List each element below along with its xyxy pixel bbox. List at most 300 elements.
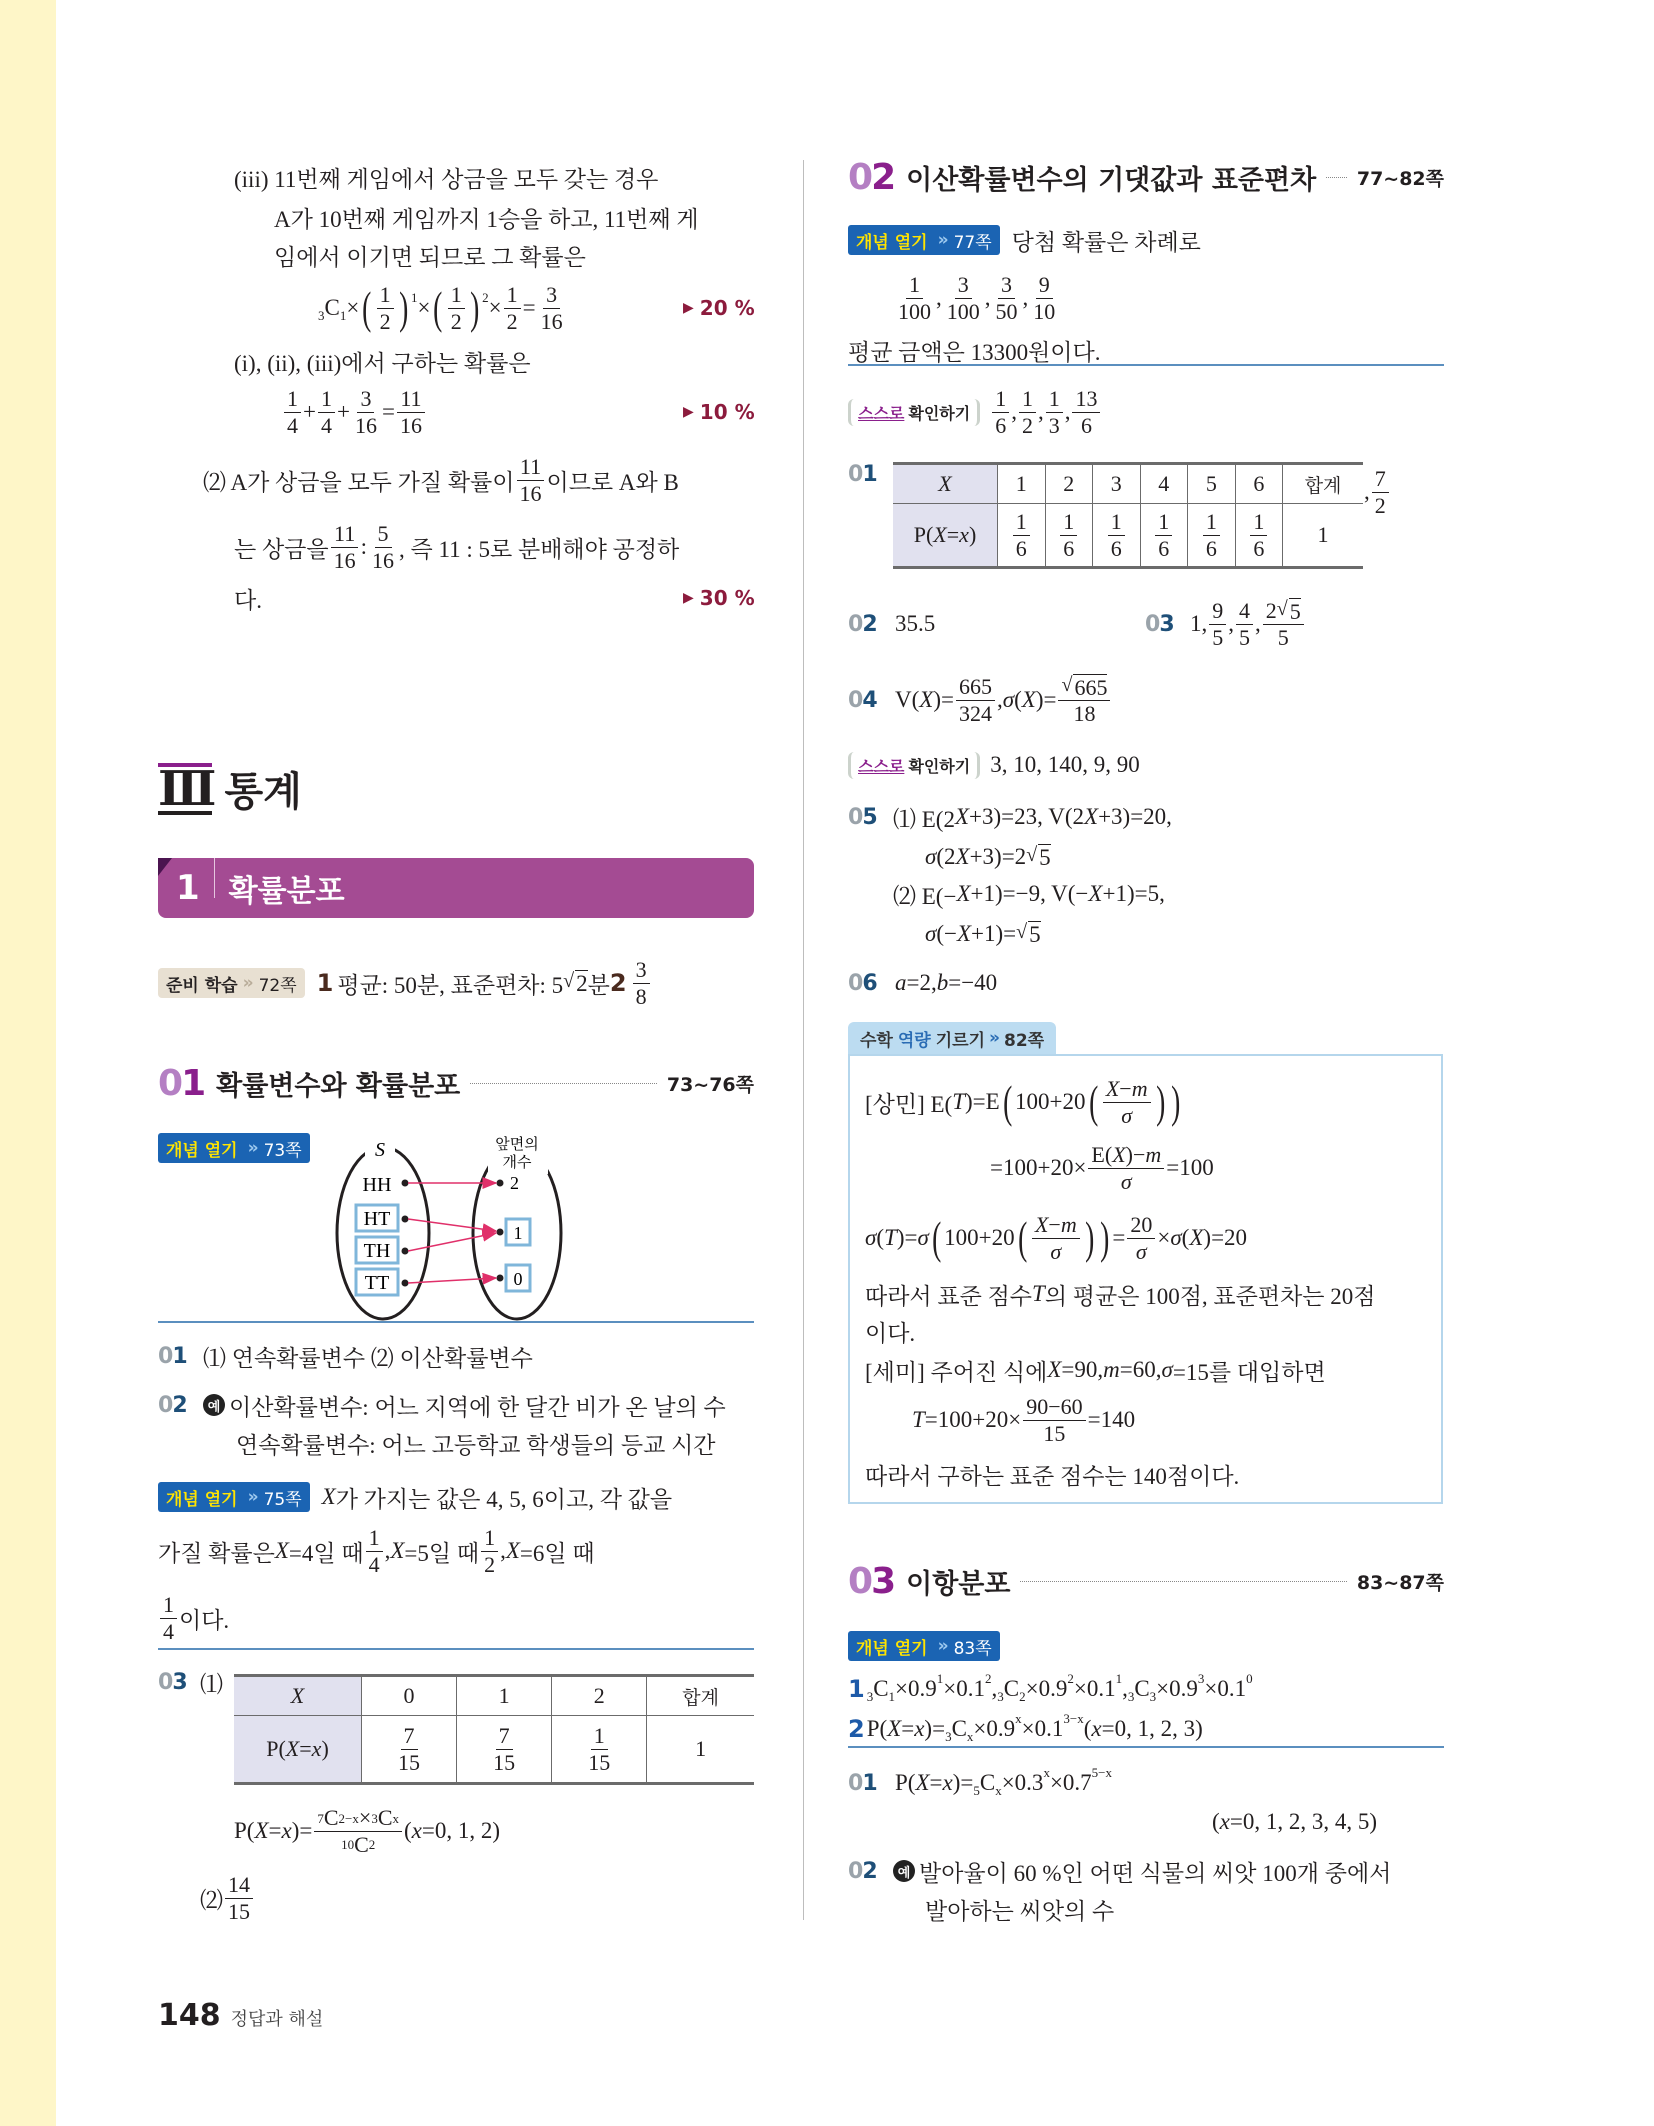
text: 2 — [450, 308, 462, 334]
fraction — [490, 1723, 518, 1775]
text: 5 — [1239, 624, 1250, 650]
answer-line — [893, 874, 1165, 914]
text: , — [384, 1538, 391, 1563]
text: 3 — [1001, 272, 1012, 298]
fraction — [314, 1805, 402, 1857]
subscript: x — [966, 1729, 974, 1744]
math-variable: X — [1112, 1142, 1126, 1168]
math-variable: m — [1103, 1357, 1120, 1382]
tab-label: 역량 — [897, 1030, 931, 1051]
fraction — [1236, 598, 1253, 650]
text: = — [522, 295, 536, 320]
solution-line — [234, 157, 658, 197]
radical-sign: √ — [563, 969, 575, 992]
math-variable: x — [914, 1716, 925, 1741]
fraction — [1103, 1076, 1151, 1128]
text: 5 — [1212, 624, 1224, 650]
table-header-cell — [998, 464, 1046, 504]
text: +1)= — [971, 921, 1017, 946]
table-header-cell — [1235, 464, 1283, 504]
numerator — [1209, 598, 1226, 624]
fraction — [160, 1592, 177, 1644]
text: P( — [866, 1716, 888, 1741]
superscript: 1 — [410, 290, 418, 305]
fraction — [1127, 1212, 1155, 1264]
text: 1 — [1021, 386, 1033, 412]
text: 6 — [1253, 471, 1265, 496]
subscript: 10 — [341, 1836, 355, 1852]
text: P( — [913, 522, 934, 547]
text: 1 — [320, 386, 332, 412]
numerator — [517, 454, 544, 480]
math-variable: m — [1131, 1076, 1148, 1102]
text: A가 10번째 게임까지 1승을 하고, 11번째 게 — [274, 206, 699, 232]
denominator — [1372, 493, 1389, 518]
math-variable: X — [290, 1683, 305, 1708]
numerator — [1058, 674, 1110, 701]
text: 16 — [540, 308, 563, 334]
table-cell — [1188, 504, 1236, 568]
text: 1 — [1110, 509, 1122, 535]
fraction — [1060, 509, 1077, 561]
self-check-row — [848, 386, 1102, 438]
concept-open-badge — [848, 1631, 1000, 1661]
text: 11 — [400, 386, 422, 412]
text: 2 — [1063, 471, 1075, 496]
text: =0, 1, 2, 3) — [1101, 1716, 1203, 1741]
square-root — [1016, 921, 1040, 948]
table-cell — [1235, 504, 1283, 568]
text: [상민] E( — [865, 1091, 953, 1117]
denominator — [1046, 413, 1063, 438]
math-variable: X — [956, 881, 971, 906]
math-variable: X — [1047, 1357, 1062, 1382]
math-variable: X — [1105, 1076, 1120, 1102]
text: 1 — [379, 282, 391, 308]
numerator — [160, 1592, 177, 1618]
solution-line — [234, 521, 680, 573]
prep-answers — [317, 957, 652, 1009]
text: 15 — [398, 1749, 421, 1775]
text: 6 — [1158, 535, 1170, 561]
text: ⑴ 연속확률변수 ⑵ 이산확률변수 — [203, 1345, 533, 1371]
math-variable: X — [956, 921, 972, 946]
radicand: 5 — [1039, 844, 1051, 870]
text: 합계 — [682, 1686, 719, 1709]
answer-line — [925, 1889, 1114, 1929]
text: 이다. — [865, 1320, 916, 1346]
text: =60, — [1119, 1357, 1162, 1382]
concept-text — [322, 1481, 672, 1514]
denominator — [352, 413, 380, 438]
text: = — [901, 1716, 915, 1741]
square-root — [1277, 598, 1301, 624]
text: ⑵ E(− — [893, 883, 957, 909]
text: (2 — [936, 844, 956, 869]
text: =100 — [1166, 1155, 1214, 1180]
subscript: 3 — [866, 1689, 874, 1704]
text: 이다. — [179, 1607, 230, 1633]
question-number: 0 3 — [1145, 611, 1174, 637]
fraction — [633, 957, 650, 1009]
text: : — [360, 534, 368, 559]
denominator — [338, 1832, 378, 1857]
concept-open-badge — [158, 1133, 310, 1163]
solution-line — [203, 454, 679, 506]
denominator — [448, 309, 465, 334]
square-root — [1026, 844, 1050, 871]
math-variable: σ — [1170, 1225, 1182, 1250]
fraction — [225, 1872, 253, 1924]
badge-label: 확인하기 — [908, 403, 971, 423]
text: = — [299, 1736, 312, 1761]
text: , — [984, 285, 991, 310]
numerator — [366, 1525, 383, 1551]
section-pages: 83~87쪽 — [1356, 1571, 1444, 1594]
badge-label: 개념 열기 — [856, 1638, 928, 1659]
math-variable: T — [952, 1089, 966, 1114]
fraction — [1155, 509, 1172, 561]
text: ×0.1 — [1073, 1676, 1116, 1701]
question-number: 0 5 — [848, 804, 877, 830]
subscript: 1 — [888, 1689, 896, 1704]
table-header-cell — [457, 1676, 552, 1716]
subscript: 3 — [997, 1689, 1004, 1704]
text: =−40 — [948, 970, 998, 995]
text: 6 — [1110, 535, 1122, 561]
denominator — [490, 1750, 518, 1775]
numerator — [318, 386, 335, 412]
part-label-text: ⑴ — [200, 1671, 223, 1697]
text: ×0.9 — [1025, 1676, 1068, 1701]
text: × — [358, 1805, 372, 1831]
text: +1)=5, — [1102, 881, 1165, 906]
denominator — [369, 548, 397, 573]
section-title: 이항분포 — [906, 1568, 1011, 1600]
fraction — [1058, 674, 1110, 727]
concept-text: 당첨 확률은 차례로 — [1011, 229, 1201, 255]
denominator — [160, 1619, 177, 1644]
text: 5 — [1205, 471, 1217, 496]
text: 다. — [234, 587, 262, 613]
text: 3 — [635, 957, 647, 983]
text: ( — [404, 1818, 412, 1843]
numerator — [357, 386, 374, 412]
denominator — [517, 481, 545, 506]
numerator — [633, 957, 650, 983]
triangle-icon: ▶ — [683, 300, 694, 316]
text: ⑵ A가 상금을 모두 가질 확률이 — [203, 469, 515, 495]
math-variable: X — [955, 844, 970, 869]
numerator — [377, 282, 394, 308]
denominator — [1070, 701, 1098, 726]
divider-rule — [848, 364, 1444, 366]
superscript: 1 — [1115, 1671, 1123, 1686]
mapping-arrows — [408, 1183, 496, 1283]
divider-rule — [158, 1648, 754, 1650]
numerator — [375, 521, 392, 547]
concept-line — [848, 1669, 1253, 1709]
text: =15를 대입하면 — [1172, 1359, 1326, 1385]
self-check-badge — [848, 752, 980, 779]
question-number: 0 1 — [158, 1343, 187, 1369]
fraction — [538, 282, 566, 334]
numerator — [1072, 386, 1100, 412]
text: 2 — [379, 308, 391, 334]
text: =100+20× — [990, 1155, 1087, 1180]
box-line — [865, 1454, 1239, 1494]
numerator — [591, 1723, 608, 1749]
answer-line — [203, 1336, 533, 1376]
denominator — [1060, 536, 1077, 561]
answer-line — [895, 963, 997, 1003]
section-heading-02 — [848, 155, 1444, 199]
answer-text: 이산확률변수: 어느 지역에 한 달간 비가 온 날의 수 — [229, 1394, 726, 1420]
radical-sign: √ — [1061, 673, 1073, 696]
item-number: 1 — [316, 969, 334, 997]
radical-sign: √ — [1276, 597, 1288, 620]
text: , — [1122, 1676, 1128, 1701]
text: 1 — [450, 282, 462, 308]
table-cell — [893, 504, 998, 568]
text: 1 — [1048, 386, 1060, 412]
fraction — [1209, 598, 1226, 650]
answer-line — [925, 837, 1051, 877]
text: 665 — [958, 674, 992, 700]
item-number: 2 — [848, 1715, 865, 1743]
text: +3)=2 — [969, 844, 1027, 869]
subscript: 1 — [339, 308, 347, 323]
solution-line — [234, 341, 531, 381]
text: 1 — [506, 282, 518, 308]
text: ×0.1 — [943, 1676, 986, 1701]
triangle-icon: ▶ — [683, 404, 694, 420]
text: =4일 때 — [288, 1540, 364, 1566]
fraction — [1032, 1212, 1080, 1264]
denominator — [1133, 1239, 1150, 1264]
concept-badge-row — [158, 1477, 672, 1517]
superscript: 2 — [1067, 1671, 1074, 1686]
dotted-leader — [470, 1083, 657, 1084]
text: ( — [1014, 687, 1022, 712]
box-line — [865, 1350, 1326, 1390]
text: , — [500, 1538, 506, 1563]
text: 2 — [593, 1683, 605, 1708]
fraction — [1046, 386, 1063, 438]
box-line — [912, 1394, 1136, 1446]
text: (i), (ii), (iii)에서 구하는 확률은 — [234, 350, 531, 376]
item-number: 1 — [848, 1675, 865, 1703]
text: 50 — [995, 298, 1018, 324]
superscript: 2 — [985, 1671, 992, 1686]
concept-line — [848, 1709, 1203, 1749]
math-variable: X — [1088, 881, 1103, 906]
numerator — [1019, 386, 1036, 412]
section-pages: 77~82쪽 — [1356, 167, 1444, 190]
text: 16 — [333, 547, 356, 573]
numerator — [1088, 1142, 1164, 1168]
text: 8 — [635, 983, 647, 1009]
section-title: 확률변수와 확률분포 — [216, 1070, 461, 1102]
outcome-label: HT — [363, 1208, 391, 1230]
text: 100 — [898, 298, 931, 324]
text: =0, 1, 2, 3, 4, 5) — [1229, 1809, 1378, 1834]
box-line — [990, 1142, 1214, 1194]
double-chevron-icon: » — [247, 1138, 259, 1158]
text: × — [417, 295, 431, 320]
answer-line — [893, 797, 1172, 837]
self-check-badge — [848, 399, 980, 426]
section-number-digit: 1 — [181, 1062, 207, 1104]
subscript: 2−x — [338, 1810, 359, 1826]
numerator — [397, 386, 424, 412]
section-number-digit: 0 — [158, 1062, 182, 1104]
example-icon: 예 — [203, 1394, 225, 1416]
section-heading-01 — [158, 1061, 754, 1105]
text: − — [1119, 1076, 1132, 1102]
denominator — [1236, 625, 1253, 650]
text: 6 — [1253, 535, 1265, 561]
text: 1 — [1015, 471, 1027, 496]
text: , — [1064, 399, 1071, 424]
formula — [318, 282, 568, 334]
large-parenthesis: ) — [398, 282, 408, 333]
text: 100 — [946, 298, 980, 324]
table-header-cell — [1093, 464, 1141, 504]
denominator — [993, 299, 1021, 324]
large-parenthesis: ) — [1155, 1076, 1165, 1127]
numerator — [1032, 1212, 1080, 1238]
text: 1 — [287, 386, 298, 412]
box-line — [865, 1076, 1183, 1128]
text: 분 — [587, 972, 610, 998]
text: = — [946, 522, 960, 547]
fraction — [956, 674, 995, 726]
text: 9 — [1038, 272, 1050, 298]
value-label: 1 — [513, 1223, 523, 1243]
text: ( — [1181, 1225, 1190, 1250]
fraction — [318, 386, 335, 438]
text: 6 — [1080, 412, 1092, 438]
banner-separator — [214, 858, 215, 898]
denominator — [377, 309, 394, 334]
text: , — [1037, 399, 1044, 424]
section-number-digit: 0 — [848, 1560, 872, 1602]
text: )= — [291, 1818, 313, 1843]
section-number-digit: 3 — [871, 1560, 897, 1602]
math-variable: b — [936, 970, 949, 995]
table-header-cell — [362, 1676, 457, 1716]
section-number-digit: 0 — [848, 156, 872, 198]
table-header-cell — [234, 1676, 362, 1716]
outcome-label: TH — [363, 1240, 391, 1262]
text: 3 — [546, 282, 558, 308]
fraction — [1030, 272, 1058, 324]
numerator — [1023, 1394, 1085, 1420]
math-variable: x — [1091, 1716, 1102, 1741]
badge-label: 확인하기 — [908, 756, 971, 776]
mapping-diagram — [320, 1125, 580, 1325]
denominator — [395, 1750, 423, 1775]
range-label: 개수 — [502, 1155, 532, 1171]
math-variable: σ — [1135, 1238, 1147, 1264]
percent-text: 20 % — [699, 296, 755, 320]
text: 10 — [1033, 298, 1056, 324]
badge-page: 83쪽 — [953, 1638, 992, 1659]
text: 가질 확률은 — [158, 1540, 275, 1566]
text: ×0.1 — [1021, 1716, 1064, 1741]
text: ×0.1 — [1204, 1676, 1247, 1701]
subscript: x — [995, 1783, 1002, 1798]
section-pages: 73~76쪽 — [666, 1073, 754, 1096]
numerator — [496, 1723, 513, 1749]
large-parenthesis: ) — [1084, 1212, 1094, 1263]
text: =2, — [906, 970, 937, 995]
text: 11 — [334, 521, 356, 547]
triangle-icon: ▶ — [683, 590, 694, 606]
text: 324 — [958, 700, 992, 726]
solution-line — [274, 235, 586, 275]
text: , — [996, 687, 1003, 712]
radical-sign: √ — [1016, 920, 1028, 943]
solution-line — [234, 578, 262, 618]
answer-text: 발아하는 씨앗의 수 — [925, 1898, 1115, 1924]
double-chevron-icon: » — [989, 1028, 1000, 1048]
unit-banner — [158, 858, 754, 918]
example-icon: 예 — [893, 1860, 915, 1882]
text: =6일 때 — [519, 1540, 595, 1566]
square-root — [1061, 674, 1107, 700]
text: 2 — [506, 308, 518, 334]
numerator — [1236, 598, 1253, 624]
text: =0, 1, 2) — [421, 1818, 501, 1843]
text: 합계 — [1304, 474, 1342, 497]
text: ×0.9 — [973, 1716, 1016, 1741]
fraction — [517, 454, 545, 506]
text: 15 — [1043, 1420, 1066, 1446]
subscript: 5 — [973, 1783, 980, 1798]
denominator — [318, 413, 335, 438]
denominator — [1250, 536, 1267, 561]
item-number: 2 — [609, 969, 627, 997]
text: )=E — [965, 1089, 1000, 1114]
text: 6 — [1015, 535, 1027, 561]
text: +1)=−9, V(− — [970, 881, 1089, 906]
table-cell — [234, 1716, 362, 1784]
badge-page: 73쪽 — [263, 1140, 302, 1161]
text: ( — [1083, 1716, 1092, 1741]
question-number: 0 2 — [158, 1392, 187, 1418]
text: + — [336, 399, 350, 424]
box-line — [865, 1212, 1248, 1264]
math-variable: σ — [1050, 1238, 1062, 1264]
text: 3 — [1110, 471, 1122, 496]
table-header-cell — [647, 1676, 754, 1716]
text: 는 상금을 — [234, 536, 329, 562]
numerator — [992, 386, 1009, 412]
fraction — [1250, 509, 1267, 561]
table-cell — [998, 504, 1046, 568]
text: )= — [952, 1770, 974, 1795]
score-percent — [683, 288, 755, 328]
text: 1 — [909, 272, 920, 298]
text: 1 — [498, 1683, 510, 1708]
text: E( — [1091, 1142, 1113, 1168]
badge-page: 72쪽 — [258, 975, 297, 996]
text: 5 — [377, 521, 389, 547]
numerator — [956, 674, 995, 700]
text: )− — [1125, 1142, 1146, 1168]
